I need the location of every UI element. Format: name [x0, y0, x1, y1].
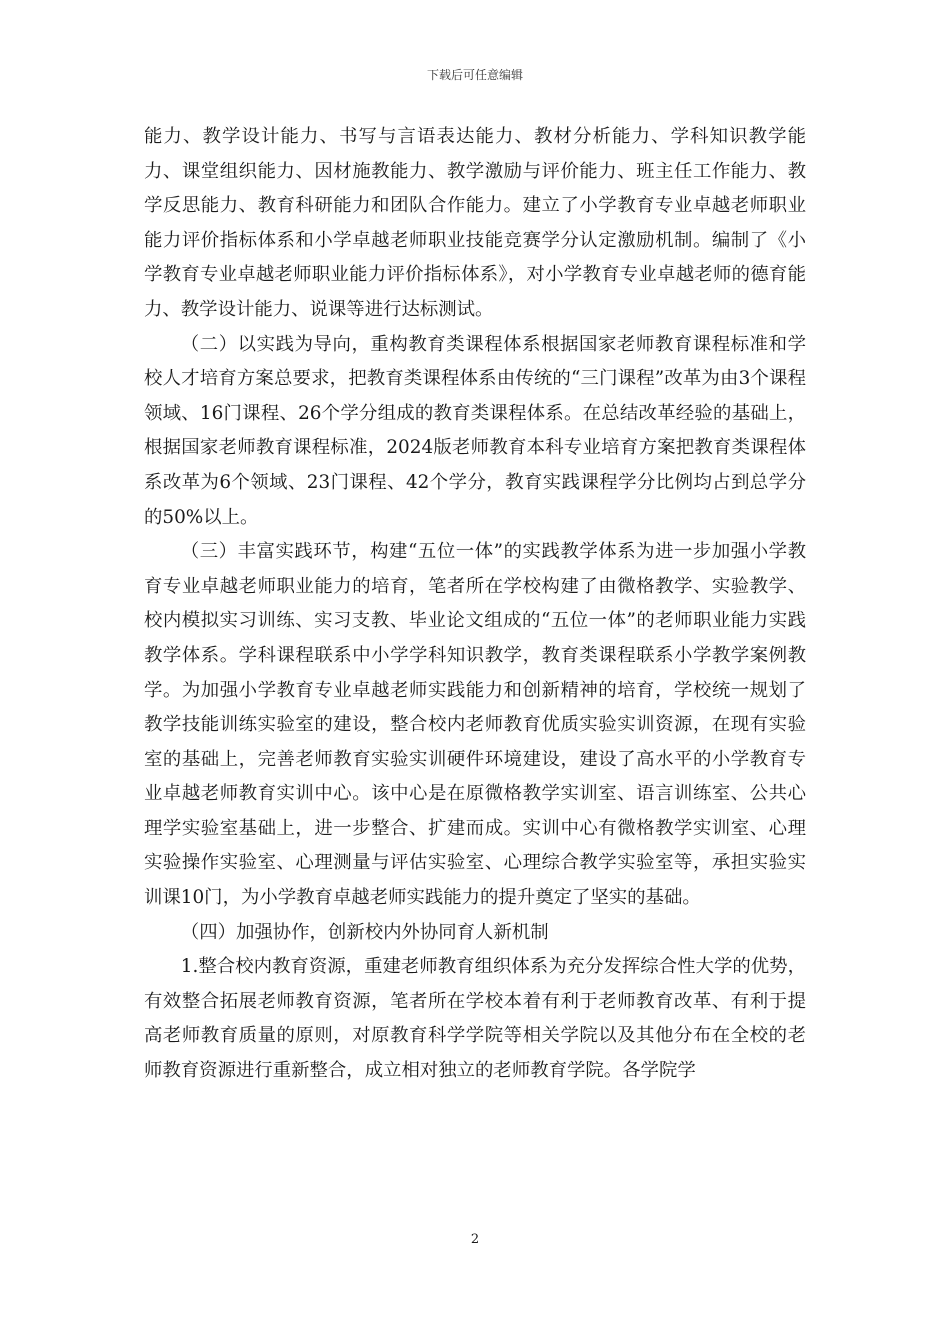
section-heading-4: （四）加强协作，创新校内外协同育人新机制 [180, 921, 549, 943]
paragraph-item-1: 1.整合校内教育资源，重建老师教育组织体系为充分发挥综合性大学的优势，有效整合拓展老师教育资源，笔者所在学校本着有利于老师教育改革、有利于提高老师教育质量的原则，对原教育科学学院等相关学院以及其他分布在全校的老师教育资源进行重新整合，成立相对独立的老师教育学院。各学院学 [144, 956, 806, 1082]
paragraph-section-3: （三）丰富实践环节，构建“五位一体”的实践教学体系为进一步加强小学教育专业卓越老师职业能力的培育，笔者所在学校构建了由微格教学、实验教学、校内模拟实习训练、实习支教、毕业论文组成的“五位一体”的老师职业能力实践教学体系。学科课程联系中小学学科知识教学，教育类课程联系小学教学案例教学。为加强小学教育专业卓越老师实践能力和创新精神的培育，学校统一规划了教学技能训练实验室的建设，整合校内老师教育优质实验实训资源，在现有实验室的基础上，完善老师教育实验实训硬件环境建设，建设了高水平的小学教育专业卓越老师教育实训中心。该中心是在原微格教学实训室、语言训练室、公共心理学实验室基础上，进一步整合、扩建而成。实训中心有微格教学实训室、心理实验操作实验室、心理测量与评估实验室、心理综合教学实验室等，承担实验实训课10门，为小学教育卓越老师实践能力的提升奠定了坚实的基础。 [144, 541, 806, 909]
document-body [144, 120, 806, 1089]
paragraph-continued: 能力、教学设计能力、书写与言语表达能力、教材分析能力、学科知识教学能力、课堂组织能力、因材施教能力、教学激励与评价能力、班主任工作能力、教学反思能力、教育科研能力和团队合作能力。建立了小学教育专业卓越老师职业能力评价指标体系和小学卓越老师职业技能竞赛学分认定激励机制。编制了《小学教育专业卓越老师职业能力评价指标体系》，对小学教育专业卓越老师的德育能力、教学设计能力、说课等进行达标测试。 [144, 126, 806, 320]
paragraph-section-2: （二）以实践为导向，重构教育类课程体系根据国家老师教育课程标准和学校人才培育方案总要求，把教育类课程体系由传统的“三门课程”改革为由3个课程领域、16门课程、26个学分组成的教育类课程体系。在总结改革经验的基础上，根据国家老师教育课程标准，2024版老师教育本科专业培育方案把教育类课程体系改革为6个领域、23门课程、42个学分，教育实践课程学分比例均占到总学分的50%以上。 [144, 333, 806, 528]
page-number: 2 [470, 1232, 480, 1247]
page-header: 下载后可任意编辑 [426, 68, 523, 82]
